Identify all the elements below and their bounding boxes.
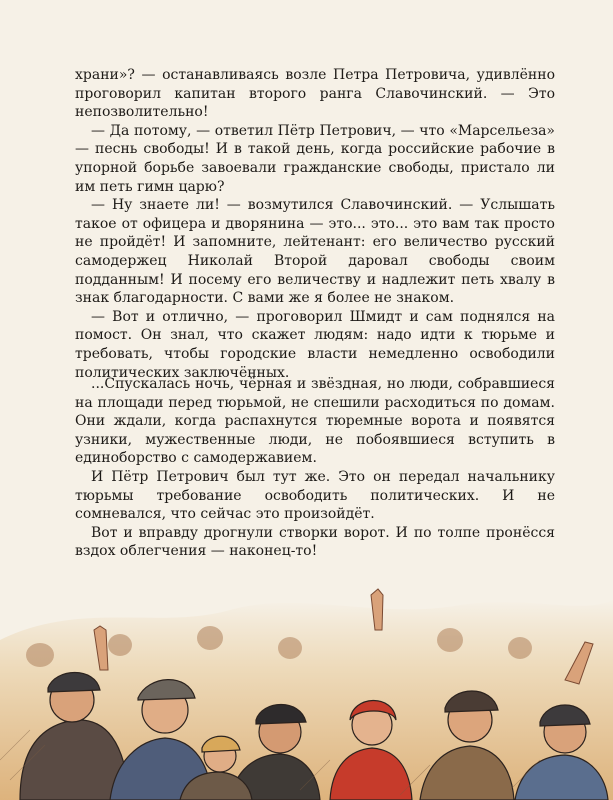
paragraph: — Вот и отлично, — проговорил Шмидт и сам поднялся на помост. Он знал, что скажет людям: надо идти к тюрьме и требовать, чтобы городские власти немедленно освободили политических заключённых. [75,308,555,381]
paragraph: — Да потому, — ответил Пётр Петрович, — что «Марсельеза» — песнь свободы! И в такой день, когда российские рабочие в упорной борьбе завоевали гражданские свободы, пристало ли им петь гимн царю? [75,122,555,195]
text-section-night [75,375,555,561]
paragraph: И Пётр Петрович был тут же. Это он передал начальнику тюрьмы требование освободить политических. И не сомневался, что сейчас это произойдёт. [75,468,555,523]
paragraph: храни»? — останавливаясь возле Петра Петровича, удивлённо проговорил капитан второго ранга Славочинский. — Это непозволительно! [75,67,555,121]
paragraph: — Ну знаете ли! — возмутился Славочинский. — Услышать такое от офицера и дворянина — это... это... это вам так просто не пройдёт! И запомните, лейтенант: его величество русский самодержец Николай Второй даровал свободы своим подданным! И посему его величеству и надлежит петь хвалу в знак благодарности. С вами же я более не знаком. [75,197,555,307]
crowd-illustration [0,560,613,800]
paragraph: ...Спускалась ночь, чёрная и звёздная, но люди, собравшиеся на площади перед тюрьмой, не спешили расходиться по домам. Они ждали, когда распахнутся тюремные ворота и появятся узники, мужественные люди, не побоявшиеся вступить в единоборство с самодержавием. [75,376,555,467]
paragraph: Вот и вправду дрогнули створки ворот. И по толпе пронёсся вздох облегчения — наконец-то! [75,524,555,560]
text-section-dialogue [75,66,555,382]
